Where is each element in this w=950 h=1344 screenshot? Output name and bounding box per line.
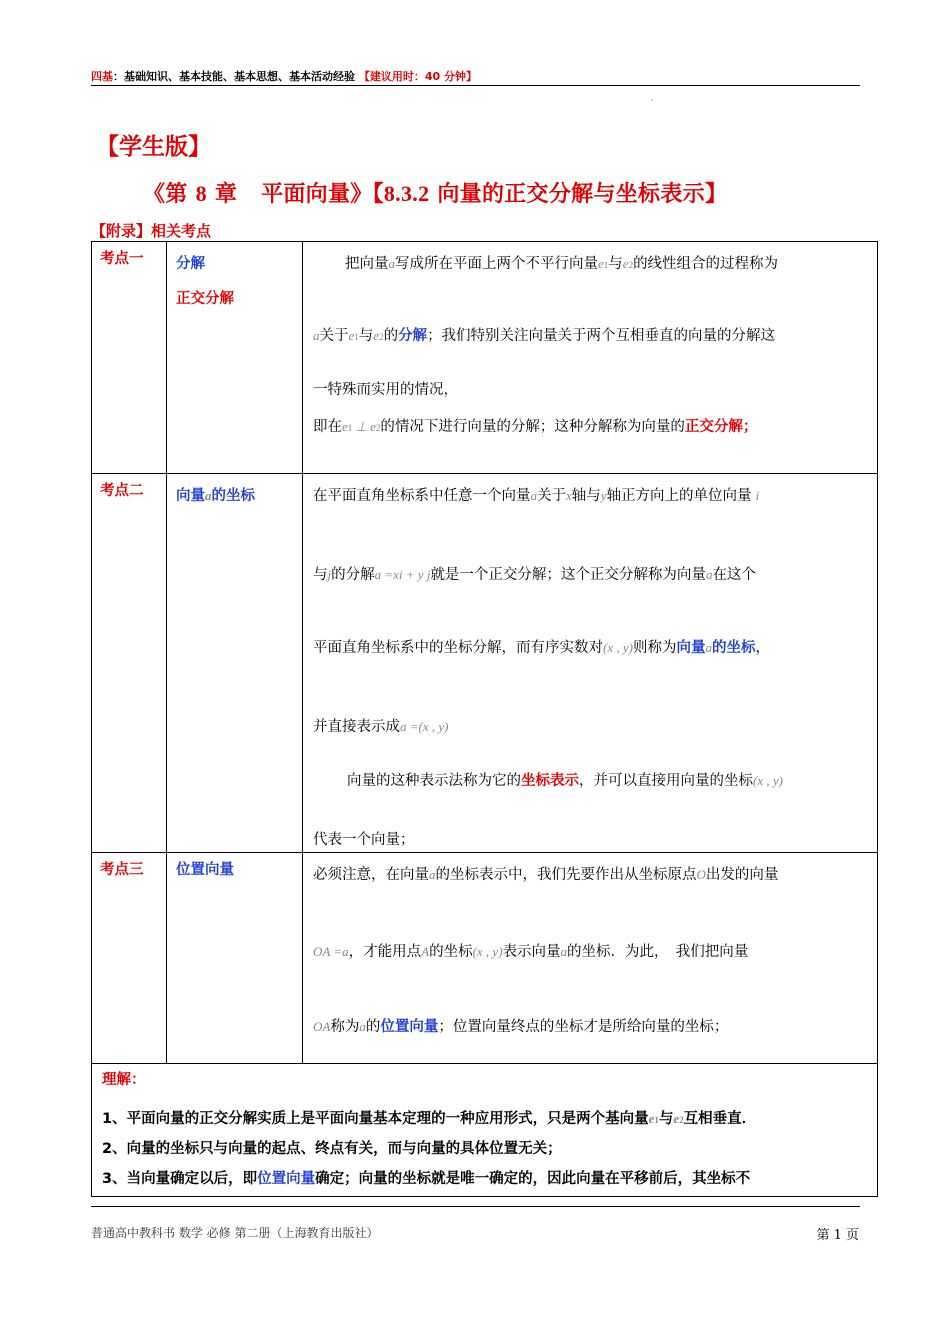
title-part4: 向量的正交分解与坐标表示】 xyxy=(437,182,728,207)
math-e: e xyxy=(598,256,604,271)
point-body xyxy=(303,252,877,436)
page-number: 第 1 页 xyxy=(816,1228,859,1243)
text: 向量的这种表示法称为它的 xyxy=(347,773,521,789)
math-e1 xyxy=(598,256,608,271)
text: 与 xyxy=(358,328,374,344)
point-topic: 位置向量 xyxy=(176,862,234,878)
title-part1: 《第 xyxy=(143,182,188,207)
math-a: a xyxy=(359,1019,366,1034)
key-points-table xyxy=(91,241,878,1197)
keyword: 正交分解 xyxy=(684,419,743,435)
text: 一特殊而实用的情况， xyxy=(313,382,458,398)
text: 的坐标 xyxy=(429,944,473,960)
text: 写成所在平面上两个不平行向量 xyxy=(395,256,598,272)
math-OA-eq-a: OA =a xyxy=(313,944,349,959)
text: 出发的向量 xyxy=(705,867,779,883)
point-topic xyxy=(167,242,302,317)
text: 在这个 xyxy=(712,567,756,583)
title-part3: 平面向量》【 xyxy=(261,182,384,207)
math-pair: (x , y) xyxy=(472,944,503,959)
math-a: a xyxy=(530,488,537,503)
text: 与 xyxy=(608,256,623,272)
text: 的线性组合的过程称为 xyxy=(633,256,779,272)
tick-mark: ' xyxy=(651,98,654,107)
math-sub: 1 xyxy=(347,423,353,433)
math-a: a xyxy=(429,867,436,882)
text: 轴正方向上的单位向量 xyxy=(606,488,752,504)
text: 的情况下进行向量的分解；这种分解称为向量的 xyxy=(380,419,685,435)
keyword: 位置向量 xyxy=(257,1171,316,1187)
math-e: e xyxy=(348,328,355,343)
point-label: 考点二 xyxy=(100,483,144,499)
text: 的坐标表示中，我们先要作出从坐标原点 xyxy=(435,867,697,883)
text: 把向量 xyxy=(345,256,389,272)
text: 的 xyxy=(365,1019,381,1035)
math-a: a xyxy=(313,328,320,343)
text: 并直接表示成 xyxy=(313,719,400,735)
math-a: a xyxy=(705,640,712,655)
math-a: a xyxy=(388,256,395,271)
point-body xyxy=(303,484,877,849)
keyword: 向量 xyxy=(676,640,706,656)
header-colon: ： xyxy=(113,70,124,83)
footer-rule xyxy=(91,1206,860,1207)
appendix-heading: 【附录】相关考点 xyxy=(91,222,212,240)
math-e2 xyxy=(373,328,383,343)
text: 必须注意，在向量 xyxy=(313,867,429,883)
table-row xyxy=(92,474,878,853)
math-sub: 2 xyxy=(375,423,381,433)
footer-book: 普通高中教科书 数学 必修 第二册（上海教育出版社） xyxy=(91,1226,379,1240)
keyword: 坐标表示 xyxy=(521,773,579,789)
text: 的 xyxy=(383,328,399,344)
understanding-row xyxy=(92,1064,878,1197)
text: 关于 xyxy=(319,328,349,344)
understanding-item: 确定；向量的坐标就是唯一确定的，因此向量在平移前后，其坐标不 xyxy=(315,1171,751,1187)
understanding-block xyxy=(92,1064,877,1188)
math-e: e xyxy=(673,1111,680,1126)
math-e: e xyxy=(370,419,376,434)
topic-text: 向量 xyxy=(176,488,205,504)
table-row xyxy=(92,242,878,474)
math-decomposition: a =xi + y j xyxy=(374,567,431,582)
title-part2: 章 xyxy=(214,182,238,207)
math-eq-pair: a =(x , y) xyxy=(400,719,449,734)
point-label: 考点三 xyxy=(100,862,144,878)
math-sub: 2 xyxy=(679,1115,684,1125)
text: 轴与 xyxy=(571,488,601,504)
text: 就是一个正交分解；这个正交分解称为向量 xyxy=(430,567,706,583)
math-sub: 2 xyxy=(379,332,384,342)
text: 与 xyxy=(313,567,328,583)
text: 的坐标．为此， 我们把向量 xyxy=(567,944,749,960)
text: 的分解 xyxy=(331,567,375,583)
math-sub: 1 xyxy=(603,260,609,270)
point-topic xyxy=(167,474,302,505)
title-section-num: 8.3.2 xyxy=(383,181,430,206)
math-a: a xyxy=(705,567,713,582)
math-j: j xyxy=(327,567,332,582)
text: 则称为 xyxy=(632,640,677,656)
understanding-item: 1、平面向量的正交分解实质上是平面向量基本定理的一种应用形式，只是两个基向量 xyxy=(102,1111,649,1127)
title-chapter-num: 8 xyxy=(195,181,207,206)
text: 在平面直角坐标系中任意一个向量 xyxy=(313,488,531,504)
keyword: 的坐标 xyxy=(711,640,756,656)
topic-line: 分解 xyxy=(176,256,205,272)
math-e: e xyxy=(622,256,629,271)
text: ，并可以直接用向量的坐标 xyxy=(579,773,753,789)
math-e: e xyxy=(342,419,348,434)
math-e2 xyxy=(673,1111,683,1126)
text: 即在 xyxy=(313,419,342,435)
point-body xyxy=(303,863,877,1036)
math-y: y xyxy=(600,488,607,503)
math-OA: OA xyxy=(313,1019,331,1034)
table-row xyxy=(92,853,878,1064)
math-a: a xyxy=(560,944,568,959)
text: 代表一个向量； xyxy=(313,832,415,848)
math-sub: 1 xyxy=(354,332,359,342)
math-e1 xyxy=(349,328,359,343)
header-label: 四基 xyxy=(91,70,113,83)
header-text: 基础知识、基本技能、基本思想、基本活动经验 xyxy=(124,70,355,83)
header-time: 【建议用时：40 分钟】 xyxy=(358,70,477,83)
header-rule xyxy=(91,85,860,86)
math-a: a xyxy=(205,488,212,503)
keyword: 位置向量 xyxy=(380,1019,439,1035)
math-pair: (x , y) xyxy=(603,640,633,655)
text: ；位置向量终点的坐标才是所给向量的坐标； xyxy=(438,1019,729,1035)
math-perp: ⊥ xyxy=(355,419,367,434)
understanding-item: 3、当向量确定以后，即 xyxy=(102,1171,258,1187)
math-e2 xyxy=(623,256,633,271)
text: ；我们特别关注向量关于两个互相垂直的向量的分解这 xyxy=(427,328,776,344)
understanding-item: 2、向量的坐标只与向量的起点、终点有关，而与向量的具体位置无关； xyxy=(102,1141,562,1157)
text: 关于 xyxy=(537,488,566,504)
math-pair: (x , y) xyxy=(753,773,783,788)
math-e1 xyxy=(649,1111,659,1126)
understanding-item: 与 xyxy=(658,1111,674,1127)
math-e: e xyxy=(373,328,380,343)
keyword: 分解 xyxy=(398,328,428,344)
math-sub: 1 xyxy=(654,1115,659,1125)
text: 称为 xyxy=(330,1019,360,1035)
topic-text: 的坐标 xyxy=(211,488,255,504)
understanding-item: 互相垂直． xyxy=(683,1111,757,1127)
math-e: e xyxy=(648,1111,655,1126)
text: ，才能用点 xyxy=(348,944,422,960)
page-header xyxy=(91,68,477,84)
math-e1-perp-e2 xyxy=(342,419,380,434)
text: ， xyxy=(755,640,770,656)
page-title xyxy=(143,177,727,208)
text: ； xyxy=(742,419,758,435)
understanding-label: 理解： xyxy=(102,1072,146,1088)
math-sub: 2 xyxy=(628,260,634,270)
text: 平面直角坐标系中的坐标分解，而有序实数对 xyxy=(313,640,603,656)
math-O: O xyxy=(696,867,706,882)
edition-label: 【学生版】 xyxy=(96,134,211,160)
math-x: x xyxy=(566,488,572,503)
math-A: A xyxy=(421,944,430,959)
topic-line: 正交分解 xyxy=(176,291,234,307)
text: 表示向量 xyxy=(502,944,561,960)
point-label: 考点一 xyxy=(100,251,144,267)
math-i: i xyxy=(755,488,760,503)
